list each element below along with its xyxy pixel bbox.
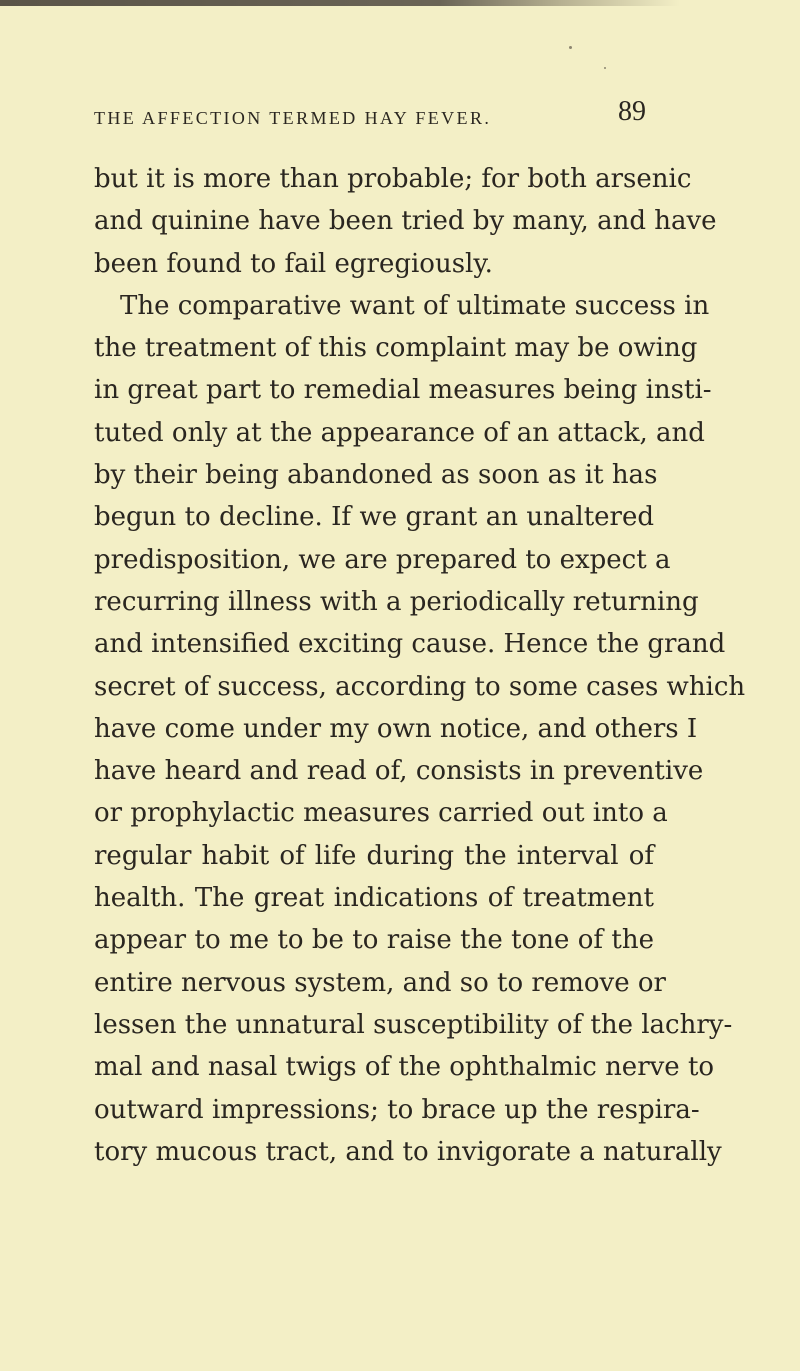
running-title: THE AFFECTION TERMED HAY FEVER. [94, 108, 492, 128]
text-line: and intensified exciting cause. Hence the grand [94, 629, 726, 660]
paper-speck [604, 67, 606, 69]
text-line: have heard and read of, consists in preventive [94, 756, 704, 787]
text-line: regular habit of life during the interval of [94, 840, 654, 871]
paper-speck [569, 46, 572, 49]
text-line: in great part to remedial measures being insti- [94, 375, 712, 406]
text-line: outward impressions; to brace up the respira- [94, 1094, 700, 1125]
text-line: by their being abandoned as soon as it has [94, 460, 658, 491]
body-text [94, 158, 746, 1173]
text-line: recurring illness with a periodically returning [94, 586, 699, 617]
text-line: tory mucous tract, and to invigorate a naturally [94, 1136, 722, 1167]
text-line: lessen the unnatural susceptibility of the lachry- [94, 1009, 733, 1040]
text-line: or prophylactic measures carried out into a [94, 798, 668, 829]
text-line: tuted only at the appearance of an attack, and [94, 417, 705, 448]
text-line: and quinine have been tried by many, and have [94, 206, 717, 237]
text-line: entire nervous system, and so to remove or [94, 967, 666, 998]
text-line: predisposition, we are prepared to expect a [94, 544, 671, 575]
page-number: 89 [618, 96, 646, 127]
text-line: mal and nasal twigs of the ophthalmic nerve to [94, 1052, 715, 1083]
paragraph-start-line: The comparative want of ultimate success in [120, 290, 710, 321]
text-line: appear to me to be to raise the tone of the [94, 925, 654, 956]
page-top-edge [0, 0, 800, 6]
text-line: secret of success, according to some cases which [94, 671, 746, 702]
text-line: have come under my own notice, and others I [94, 713, 698, 744]
text-line: the treatment of this complaint may be owing [94, 333, 698, 364]
text-line: but it is more than probable; for both arsenic [94, 164, 692, 194]
running-head [94, 96, 654, 136]
text-line: begun to decline. If we grant an unaltered [94, 502, 654, 533]
text-line: health. The great indications of treatment [94, 883, 654, 914]
text-line: been found to fail egregiously. [94, 248, 493, 279]
